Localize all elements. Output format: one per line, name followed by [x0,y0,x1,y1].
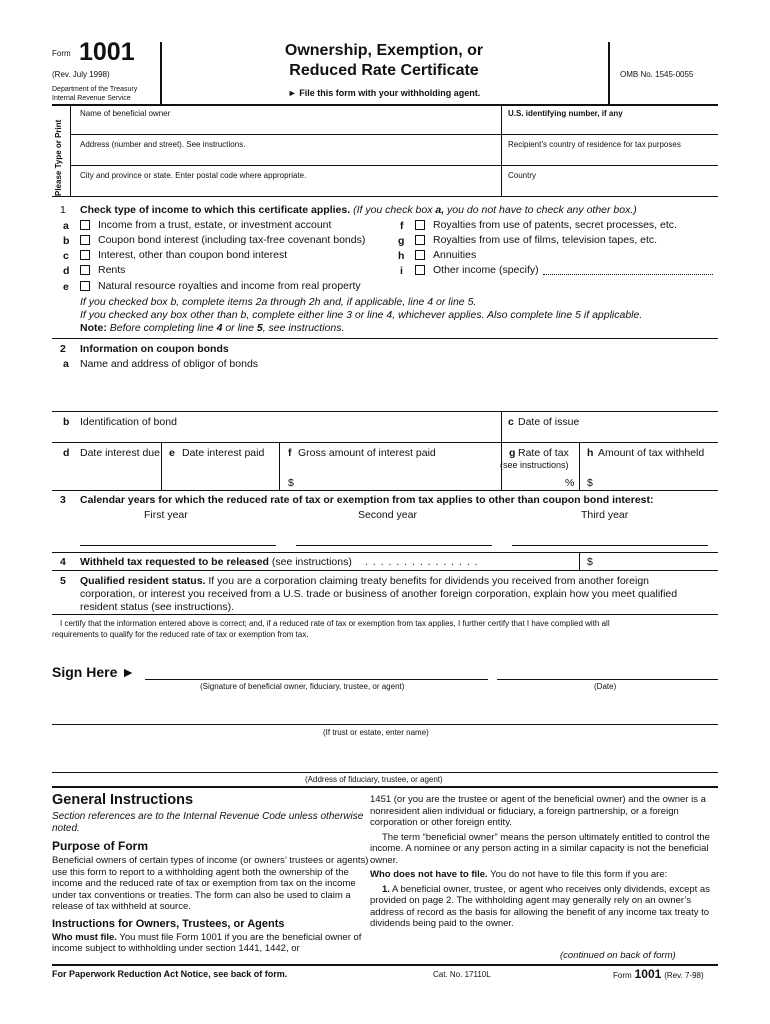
fiduciary-address-field[interactable] [52,772,718,773]
purpose-title: Purpose of Form [52,839,149,853]
line3-number: 3 [60,494,66,506]
line2-heading: Information on coupon bonds [80,343,229,355]
line1h-letter: h [398,250,405,262]
line2g-label: Rate of tax [518,447,569,459]
line2g-letter: g [509,447,516,459]
line3-third-year: Third year [581,509,629,521]
line1a-label: Income from a trust, estate, or investment account [98,219,332,231]
footer-top-rule [52,964,718,966]
line1b-label: Coupon bond interest (including tax-free covenant bonds) [98,234,366,246]
irs-name: Internal Revenue Service [52,95,131,102]
line2f-letter: f [288,447,292,459]
address-block-bottom [52,196,718,197]
line2d-letter: d [63,447,70,459]
line1i-checkbox[interactable] [415,265,425,275]
line3-second-year: Second year [358,509,417,521]
line1i-label: Other income (specify) [433,264,539,276]
second-year-field[interactable] [296,545,492,546]
paperwork-notice: For Paperwork Reduction Act Notice, see back of form. [52,969,288,979]
certify-text-2: requirements to qualify for the reduced rate of tax or exemption from tax. [52,630,309,639]
instructions-top-rule [52,786,718,788]
instructions-left-column [52,792,372,955]
footer-form-id: Form 1001 (Rev. 7-98) [613,967,704,981]
line1-note: Note: Before completing line 4 or line 5, see instructions. [80,322,345,334]
line1h-label: Annuities [433,249,477,261]
line1c-label: Interest, other than coupon bond interest [98,249,288,261]
city-label: City and province or state. Enter postal code where appropriate. [80,171,307,180]
line1g-label: Royalties from use of films, television tapes, etc. [433,234,658,246]
line5-bottom-rule [52,614,718,615]
line2e-letter: e [169,447,175,459]
obligor-name-address-field[interactable] [80,372,716,410]
line5-text-1: Qualified resident status. If you are a corporation claiming treaty benefits for dividends you received from another foreign [80,575,650,587]
header-bottom-rule [52,104,718,106]
line1-bottom-rule [52,338,718,339]
line1f-label: Royalties from use of patents, secret processes, etc. [433,219,677,231]
line1c-checkbox[interactable] [80,250,90,260]
purpose-text: Beneficial owners of certain types of income (or owners’ trustees or agents) use this form to report to a withholding agent both the ownership of the income and the reduced rate of tax or exemption from tax on the income under tax conventions or treaties. The form can also be used to claim a release of tax withheld at source. [52,855,369,912]
line2b-bottom [52,442,718,443]
signature-field[interactable] [145,679,488,680]
file-instruction: ► File this form with your withholding agent. [287,88,481,98]
line1g-checkbox[interactable] [415,235,425,245]
header-divider-right [608,42,610,104]
side-label: Please Type or Print [54,119,63,196]
line5-text-3: resident status (see instructions). [80,601,235,613]
line2a-letter: a [63,358,69,370]
first-year-field[interactable] [80,545,276,546]
line1c-letter: c [63,250,69,262]
right-paragraph-2: The term “beneficial owner” means the person ultimately entitled to control the income. A nominee or any person acting in a similar capacity is not the beneficial owner. [370,831,710,866]
line1-note-b: If you checked box b, complete items 2a through 2h and, if applicable, line 4 or line 5. [80,296,477,308]
line1-heading: Check type of income to which this certificate applies. (If you check box a, you do not have to check any other box.) [80,204,637,216]
sign-here-label: Sign Here ► [52,664,136,680]
section-reference: Section references are to the Internal Revenue Code unless otherwise noted. [52,811,364,834]
country-label: Country [508,171,537,180]
line4-bottom-rule [52,570,718,571]
form-label: Form [52,49,71,58]
third-year-field[interactable] [512,545,708,546]
line2h-dollar: $ [587,477,593,489]
line1d-label: Rents [98,264,126,276]
line1a-checkbox[interactable] [80,220,90,230]
instructions-title: General Instructions [52,792,194,808]
line2c-label: Date of issue [518,416,580,428]
owners-title: Instructions for Owners, Trustees, or Agents [52,917,285,930]
line1b-checkbox[interactable] [80,235,90,245]
line2e-label: Date interest paid [182,447,265,459]
line1i-letter: i [400,265,403,277]
address-label: Address (number and street). See instructions. [80,140,246,149]
certify-text-1: I certify that the information entered above is correct; and, if a reduced rate of tax or exemption from tax applies, I further certify that I have complied with all [60,619,610,628]
exception-item-1: 1. A beneficial owner, trustee, or agent who receives only dividends, except as provided on page 2. The withholding agent may generally rely on an owner’s address of record as the basis for allowing the benefit of any income tax treaty to dividends being paid to the owner. [370,883,710,929]
line2f-label: Gross amount of interest paid [298,447,436,459]
line4-leader-dots: . . . . . . . . . . . . . . . [365,556,479,568]
line1h-checkbox[interactable] [415,250,425,260]
other-income-specify-field[interactable] [543,274,713,275]
line4-dollar: $ [587,556,593,568]
line2a-bottom [52,411,718,412]
line2-number: 2 [60,343,66,355]
id-column-divider [501,104,502,196]
row-divider-1 [70,134,718,135]
who-must-file: Who must file. You must file Form 1001 if you are the beneficial owner of income subject to withholding under section 1441, 1442, or [52,931,362,954]
recipient-country-label: Recipient’s country of residence for tax purposes [508,140,681,149]
line5-text-2: corporation, or interest you received from a U.S. trade or business of another foreign corporation, explain how you meet qualified [80,588,678,600]
line2e-divider [161,442,162,490]
line2a-label: Name and address of obligor of bonds [80,358,259,370]
line4-label: Withheld tax requested to be released (see instructions) [80,556,352,568]
row-divider-2 [70,165,718,166]
who-does-not-file: Who does not have to file. You do not have to file this form if you are: [370,869,668,880]
line1g-letter: g [398,235,405,247]
line2f-divider [279,442,280,490]
line2h-divider [579,442,580,490]
line5-number: 5 [60,575,66,587]
signature-caption: (Signature of beneficial owner, fiduciary, trustee, or agent) [200,682,405,691]
side-label-divider [70,104,71,196]
catalog-number: Cat. No. 17110L [433,970,491,979]
line2d-label: Date interest due [80,447,160,459]
line2c-letter: c [508,416,514,428]
line1-note-other: If you checked any box other than b, complete either line 3 or line 4, whichever applies. Also complete line 5 if applicable. [80,309,643,321]
line4-number: 4 [60,556,66,568]
line2h-letter: h [587,447,594,459]
line4-amount-divider [579,552,580,570]
line1e-checkbox[interactable] [80,281,90,291]
line2g-sub: (see instructions) [500,460,569,470]
form-title-line1: Ownership, Exemption, or [284,42,484,59]
line1e-label: Natural resource royalties and income from real property [98,280,361,292]
department-name: Department of the Treasury [52,86,138,93]
line1d-letter: d [63,265,70,277]
line2h-label: Amount of tax withheld [598,447,705,459]
line1f-letter: f [400,220,404,232]
line1-number: 1 [60,204,66,216]
us-id-label: U.S. identifying number, if any [508,109,623,118]
line3-heading: Calendar years for which the reduced rate of tax or exemption from tax applies to other than coupon bond interest: [80,494,654,506]
line1e-letter: e [63,281,69,293]
omb-number: OMB No. 1545-0055 [620,70,694,79]
line1b-letter: b [63,235,70,247]
date-field[interactable] [497,679,718,680]
line2b-label: Identification of bond [80,416,177,428]
line1d-checkbox[interactable] [80,265,90,275]
line3-bottom-rule [52,552,718,553]
name-owner-label: Name of beneficial owner [80,109,171,118]
line2c-divider [501,411,502,442]
line1a-letter: a [63,220,69,232]
line2b-letter: b [63,416,70,428]
date-caption: (Date) [594,682,617,691]
line3-first-year: First year [144,509,188,521]
line1f-checkbox[interactable] [415,220,425,230]
address-caption: (Address of fiduciary, trustee, or agent) [305,775,443,784]
line2g-percent: % [565,477,575,489]
line2f-dollar: $ [288,477,294,489]
instructions-right-column [370,794,718,930]
line2-bottom-rule [52,490,718,491]
trust-name-field[interactable] [52,724,718,725]
form-title-line2: Reduced Rate Certificate [289,62,479,79]
right-paragraph-1: 1451 (or you are the trustee or agent of the beneficial owner) and the owner is a nonresident alien individual or fiduciary, a foreign partnership, or a foreign corporation or other foreign entity. [370,794,706,828]
continued-note: (continued on back of form) [560,950,676,961]
revision-date: (Rev. July 1998) [52,70,110,79]
trust-caption: (If trust or estate, enter name) [323,728,429,737]
form-number: 1001 [79,38,135,66]
